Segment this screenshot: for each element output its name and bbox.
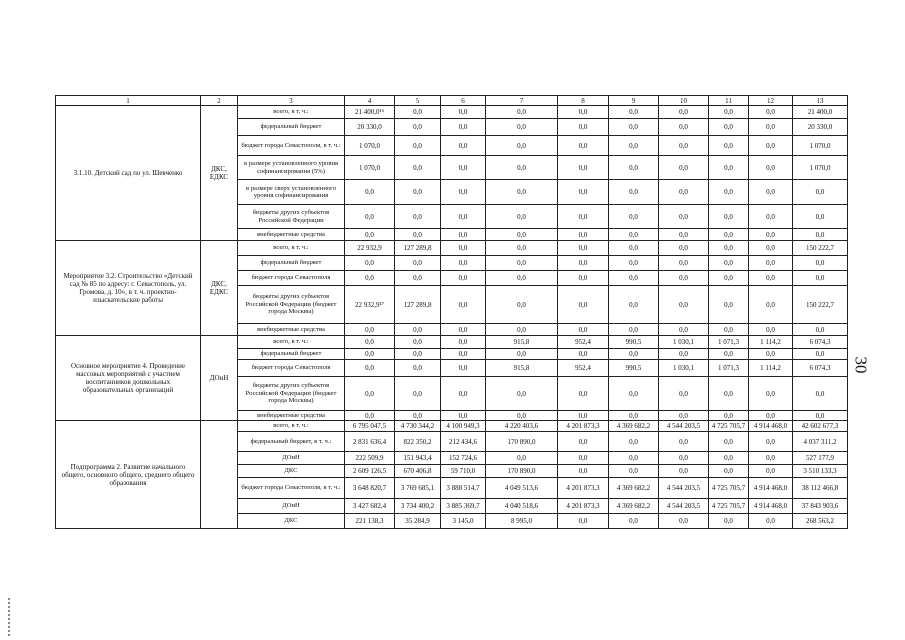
value-cell: 21 400,0¹⁶ [345,106,395,119]
value-cell: 1 114,2 [749,360,793,377]
value-cell: 4 914 468,0 [749,421,793,432]
value-cell: 3 885 369,7 [441,499,486,514]
value-cell: 0,0 [749,241,793,256]
section-executor: ДКС, ЕДКС [201,106,238,241]
value-cell: 0,0 [486,205,558,229]
value-cell: 0,0 [609,324,659,336]
value-cell: 0,0 [709,377,749,411]
value-cell: 0,0 [441,411,486,421]
value-cell: 0,0 [345,180,395,205]
value-cell: 0,0 [793,377,848,411]
value-cell: 0,0 [793,205,848,229]
value-cell: 0,0 [441,241,486,256]
value-cell: 0,0 [486,286,558,324]
value-cell: 0,0 [345,324,395,336]
value-cell: 3 145,0 [441,514,486,529]
value-cell: 0,0 [609,156,659,180]
value-cell: 0,0 [659,205,709,229]
value-cell: 0,0 [659,514,709,529]
value-cell: 0,0 [395,180,441,205]
value-cell: 0,0 [395,377,441,411]
value-cell: 0,0 [709,156,749,180]
value-cell: 0,0 [609,465,659,478]
value-cell: 0,0 [395,336,441,349]
funding-source: бюджеты других субъектов Российской Федерации (бюджет города Москвы) [238,377,345,411]
value-cell: 0,0 [486,229,558,241]
value-cell: 0,0 [486,256,558,271]
scan-artifact [8,598,13,636]
value-cell: 0,0 [609,411,659,421]
value-cell: 0,0 [441,256,486,271]
value-cell: 0,0 [659,136,709,156]
value-cell: 0,0 [558,452,609,465]
value-cell: 0,0 [749,271,793,286]
value-cell: 0,0 [441,205,486,229]
header-cell: 8 [558,96,609,106]
value-cell: 0,0 [709,180,749,205]
value-cell: 0,0 [659,156,709,180]
section-executor: ДОиН [201,336,238,421]
value-cell: 0,0 [793,349,848,360]
funding-source: всего, в т. ч.: [238,421,345,432]
value-cell: 0,0 [345,377,395,411]
value-cell: 0,0 [659,377,709,411]
section-name: Подпрограмма 2. Развитие начального общего, основного общего, среднего общего образования [56,421,201,529]
value-cell: 0,0 [558,229,609,241]
value-cell: 0,0 [749,106,793,119]
funding-source: внебюджетные средства [238,324,345,336]
funding-source: всего, в т. ч.: [238,241,345,256]
header-cell: 2 [201,96,238,106]
value-cell: 0,0 [659,180,709,205]
header-cell: 7 [486,96,558,106]
funding-source: внебюджетные средства [238,229,345,241]
value-cell: 0,0 [749,136,793,156]
value-cell: 4 369 682,2 [609,421,659,432]
funding-source: бюджеты других субъектов Российской Федерации (бюджет города Москвы) [238,286,345,324]
value-cell: 0,0 [749,349,793,360]
value-cell: 3 510 133,3 [793,465,848,478]
value-cell: 152 724,6 [441,452,486,465]
value-cell: 527 177,9 [793,452,848,465]
value-cell: 38 112 466,8 [793,478,848,499]
value-cell: 20 330,0 [793,119,848,136]
value-cell: 0,0 [441,136,486,156]
value-cell: 0,0 [441,271,486,286]
value-cell: 0,0 [345,205,395,229]
value-cell: 0,0 [345,411,395,421]
value-cell: 6 795 047,5 [345,421,395,432]
value-cell: 0,0 [441,324,486,336]
value-cell: 0,0 [395,106,441,119]
value-cell: 4 100 949,3 [441,421,486,432]
value-cell: 0,0 [558,156,609,180]
value-cell: 0,0 [749,465,793,478]
value-cell: 0,0 [749,324,793,336]
value-cell: 0,0 [486,180,558,205]
value-cell: 0,0 [709,465,749,478]
value-cell: 0,0 [659,349,709,360]
value-cell: 0,0 [659,241,709,256]
value-cell: 0,0 [441,377,486,411]
value-cell: 0,0 [659,271,709,286]
funding-source: в размере сверх установленного уровня софинансирования [238,180,345,205]
value-cell: 0,0 [709,241,749,256]
value-cell: 0,0 [609,205,659,229]
value-cell: 0,0 [441,360,486,377]
value-cell: 0,0 [558,324,609,336]
value-cell: 0,0 [659,324,709,336]
value-cell: 0,0 [558,119,609,136]
value-cell: 150 222,7 [793,286,848,324]
header-cell: 11 [709,96,749,106]
value-cell: 3 734 400,2 [395,499,441,514]
value-cell: 212 434,6 [441,432,486,452]
funding-source: бюджет города Севастополя, в т. ч.: [238,478,345,499]
value-cell: 4 914 468,0 [749,478,793,499]
value-cell: 170 890,0 [486,432,558,452]
value-cell: 22 932,9 [345,241,395,256]
value-cell: 0,0 [749,180,793,205]
value-cell: 0,0 [793,411,848,421]
value-cell: 127 289,8 [395,286,441,324]
value-cell: 150 222,7 [793,241,848,256]
value-cell: 0,0 [749,432,793,452]
funding-source: всего, в т. ч.: [238,336,345,349]
page-number: 30 [851,356,871,374]
value-cell: 268 563,2 [793,514,848,529]
value-cell: 0,0 [659,106,709,119]
value-cell: 0,0 [659,432,709,452]
value-cell: 0,0 [793,324,848,336]
value-cell: 0,0 [749,119,793,136]
value-cell: 0,0 [609,286,659,324]
value-cell: 4 040 518,6 [486,499,558,514]
header-cell: 1 [56,96,201,106]
value-cell: 0,0 [558,514,609,529]
value-cell: 20 330,0 [345,119,395,136]
value-cell: 0,0 [749,156,793,180]
header-cell: 5 [395,96,441,106]
value-cell: 0,0 [345,360,395,377]
header-cell: 13 [793,96,848,106]
funding-source: федеральный бюджет [238,349,345,360]
value-cell: 0,0 [659,452,709,465]
value-cell: 21 400,0 [793,106,848,119]
value-cell: 0,0 [486,452,558,465]
value-cell: 3 648 820,7 [345,478,395,499]
header-row [56,96,848,106]
value-cell: 0,0 [709,324,749,336]
value-cell: 4 201 873,3 [558,478,609,499]
value-cell: 0,0 [749,286,793,324]
section-name: 3.1.10. Детский сад по ул. Шевченко [56,106,201,241]
value-cell: 0,0 [609,119,659,136]
header-cell: 12 [749,96,793,106]
value-cell: 3 427 682,4 [345,499,395,514]
value-cell: 0,0 [441,156,486,180]
value-cell: 1 030,1 [659,336,709,349]
value-cell: 952,4 [558,336,609,349]
value-cell: 0,0 [609,229,659,241]
value-cell: 0,0 [709,286,749,324]
value-cell: 4 369 682,2 [609,478,659,499]
value-cell: 0,0 [486,156,558,180]
value-cell: 0,0 [659,229,709,241]
value-cell: 1 070,0 [345,136,395,156]
header-cell: 9 [609,96,659,106]
value-cell: 0,0 [558,377,609,411]
value-cell: 0,0 [441,286,486,324]
value-cell: 4 725 705,7 [709,478,749,499]
value-cell: 0,0 [793,180,848,205]
value-cell: 670 406,8 [395,465,441,478]
value-cell: 222 509,9 [345,452,395,465]
value-cell: 0,0 [709,205,749,229]
value-cell: 0,0 [558,256,609,271]
value-cell: 1 114,2 [749,336,793,349]
value-cell: 2 609 126,5 [345,465,395,478]
value-cell: 4 369 682,2 [609,499,659,514]
value-cell: 0,0 [609,136,659,156]
value-cell: 952,4 [558,360,609,377]
value-cell: 0,0 [558,271,609,286]
value-cell: 0,0 [441,336,486,349]
section-name: Мероприятие 3.2. Строительство «Детский сад № 85 по адресу: г. Севастополь, ул. Громова, д. 10», в т. ч. проектно-изыскательские работы [56,241,201,336]
value-cell: 1 070,0 [793,156,848,180]
value-cell: 0,0 [659,411,709,421]
value-cell: 0,0 [395,271,441,286]
funding-source: ДКС [238,465,345,478]
table-row [56,241,848,256]
header-cell: 3 [238,96,345,106]
value-cell: 0,0 [709,119,749,136]
value-cell: 990,5 [609,360,659,377]
value-cell: 0,0 [659,256,709,271]
value-cell: 0,0 [395,119,441,136]
value-cell: 0,0 [709,229,749,241]
value-cell: 1 030,1 [659,360,709,377]
value-cell: 0,0 [441,229,486,241]
value-cell: 990,5 [609,336,659,349]
section-executor [201,421,238,529]
value-cell: 0,0 [709,514,749,529]
value-cell: 1 071,3 [709,360,749,377]
value-cell: 4 725 705,7 [709,421,749,432]
funding-source: бюджет города Севастополя [238,271,345,286]
value-cell: 0,0 [709,349,749,360]
value-cell: 0,0 [486,241,558,256]
budget-table [55,95,848,529]
header-cell: 10 [659,96,709,106]
value-cell: 0,0 [395,411,441,421]
value-cell: 1 070,0 [793,136,848,156]
value-cell: 0,0 [793,271,848,286]
funding-source: ДОиН [238,499,345,514]
value-cell: 0,0 [609,271,659,286]
value-cell: 4 544 203,5 [659,478,709,499]
value-cell: 0,0 [558,465,609,478]
value-cell: 0,0 [793,256,848,271]
value-cell: 0,0 [486,136,558,156]
value-cell: 59 710,0 [441,465,486,478]
value-cell: 0,0 [558,241,609,256]
value-cell: 0,0 [709,256,749,271]
value-cell: 0,0 [749,411,793,421]
value-cell: 0,0 [395,324,441,336]
value-cell: 0,0 [441,180,486,205]
value-cell: 4 544 203,5 [659,499,709,514]
value-cell: 915,8 [486,360,558,377]
value-cell: 0,0 [749,205,793,229]
value-cell: 0,0 [441,106,486,119]
section-name: Основное мероприятие 4. Проведение массовых мероприятий с участием воспитанников дошкольных образовательных организаций [56,336,201,421]
value-cell: 915,8 [486,336,558,349]
value-cell: 0,0 [486,377,558,411]
value-cell: 0,0 [558,411,609,421]
value-cell: 0,0 [486,349,558,360]
value-cell: 0,0 [749,377,793,411]
value-cell: 0,0 [486,324,558,336]
value-cell: 0,0 [609,241,659,256]
value-cell: 2 831 636,4 [345,432,395,452]
value-cell: 0,0 [345,229,395,241]
value-cell: 0,0 [749,256,793,271]
funding-source: ДОиН [238,452,345,465]
funding-source: бюджет города Севастополя [238,360,345,377]
header-cell: 6 [441,96,486,106]
value-cell: 0,0 [441,119,486,136]
funding-source: бюджет города Севастополя, в т. ч.: [238,136,345,156]
value-cell: 8 995,0 [486,514,558,529]
value-cell: 0,0 [793,229,848,241]
funding-source: в размере установленного уровня софинансирования (5%) [238,156,345,180]
value-cell: 0,0 [709,136,749,156]
funding-source: федеральный бюджет, в т. ч.: [238,432,345,452]
funding-source: всего, в т. ч.: [238,106,345,119]
value-cell: 221 138,3 [345,514,395,529]
table-row [56,336,848,349]
value-cell: 170 890,0 [486,465,558,478]
value-cell: 0,0 [609,514,659,529]
value-cell: 4 220 403,6 [486,421,558,432]
value-cell: 0,0 [345,271,395,286]
value-cell: 0,0 [486,106,558,119]
value-cell: 4 725 705,7 [709,499,749,514]
section-executor: ДКС, ЕДКС [201,241,238,336]
value-cell: 0,0 [609,256,659,271]
value-cell: 0,0 [395,229,441,241]
value-cell: 42 602 677,3 [793,421,848,432]
value-cell: 6 074,3 [793,360,848,377]
value-cell: 3 769 685,1 [395,478,441,499]
value-cell: 0,0 [749,452,793,465]
value-cell: 0,0 [395,360,441,377]
funding-source: ДКС [238,514,345,529]
value-cell: 0,0 [486,119,558,136]
value-cell: 0,0 [395,156,441,180]
value-cell: 0,0 [609,180,659,205]
value-cell: 0,0 [609,349,659,360]
value-cell: 4 544 203,5 [659,421,709,432]
value-cell: 0,0 [345,336,395,349]
value-cell: 0,0 [395,256,441,271]
value-cell: 4 037 311,2 [793,432,848,452]
value-cell: 0,0 [659,119,709,136]
value-cell: 0,0 [558,106,609,119]
value-cell: 0,0 [395,136,441,156]
value-cell: 1 071,3 [709,336,749,349]
value-cell: 0,0 [486,411,558,421]
value-cell: 0,0 [395,205,441,229]
value-cell: 0,0 [709,452,749,465]
value-cell: 6 074,3 [793,336,848,349]
value-cell: 0,0 [709,432,749,452]
value-cell: 0,0 [749,514,793,529]
value-cell: 0,0 [709,271,749,286]
value-cell: 0,0 [609,106,659,119]
value-cell: 822 350,2 [395,432,441,452]
value-cell: 4 201 873,3 [558,499,609,514]
value-cell: 4 914 468,0 [749,499,793,514]
value-cell: 0,0 [345,256,395,271]
value-cell: 0,0 [558,286,609,324]
value-cell: 0,0 [558,432,609,452]
value-cell: 1 070,0 [345,156,395,180]
header-cell: 4 [345,96,395,106]
value-cell: 0,0 [609,377,659,411]
table-row [56,106,848,119]
value-cell: 0,0 [558,205,609,229]
value-cell: 0,0 [441,349,486,360]
value-cell: 0,0 [609,452,659,465]
value-cell: 151 943,4 [395,452,441,465]
value-cell: 35 284,9 [395,514,441,529]
value-cell: 0,0 [395,349,441,360]
value-cell: 22 932,9¹⁷ [345,286,395,324]
value-cell: 0,0 [659,286,709,324]
value-cell: 0,0 [558,180,609,205]
value-cell: 0,0 [709,106,749,119]
value-cell: 0,0 [558,136,609,156]
value-cell: 0,0 [558,349,609,360]
value-cell: 0,0 [486,271,558,286]
value-cell: 37 843 903,6 [793,499,848,514]
funding-source: федеральный бюджет [238,256,345,271]
funding-source: бюджеты других субъектов Российской Федерации [238,205,345,229]
value-cell: 0,0 [609,432,659,452]
funding-source: внебюджетные средства [238,411,345,421]
funding-source: федеральный бюджет [238,119,345,136]
value-cell: 4 201 873,3 [558,421,609,432]
value-cell: 0,0 [659,465,709,478]
value-cell: 4 049 513,6 [486,478,558,499]
value-cell: 0,0 [749,229,793,241]
value-cell: 127 289,8 [395,241,441,256]
table-row [56,421,848,432]
value-cell: 4 730 344,2 [395,421,441,432]
value-cell: 0,0 [709,411,749,421]
value-cell: 3 888 514,7 [441,478,486,499]
value-cell: 0,0 [345,349,395,360]
